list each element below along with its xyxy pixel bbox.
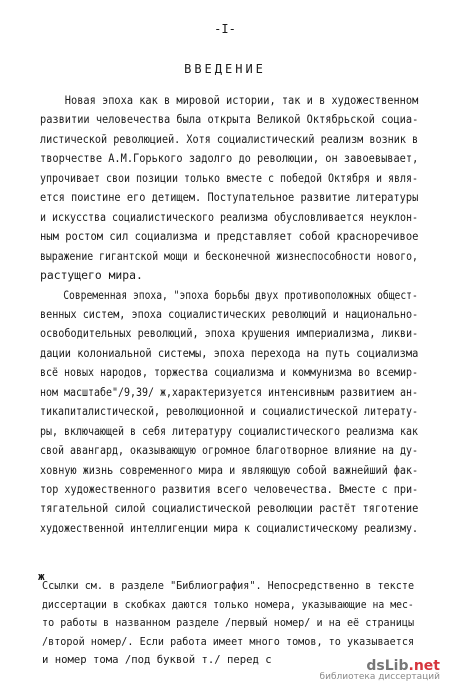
body-line: листической революцией. Хотя социалистический реализм возник в bbox=[40, 131, 419, 146]
body-line: и искусства социалистического реализма обусловливается неуклон- bbox=[40, 209, 419, 224]
footnote-line: и номер тома /под буквой т./ перед с bbox=[42, 654, 272, 666]
body-line: тягательной силой социалистической революции растёт тяготение bbox=[40, 501, 419, 516]
body-line: венных систем, эпоха социалистических революций и национально- bbox=[40, 306, 419, 321]
body-line: творчестве А.М.Горького задолго до революции, он завоевывает, bbox=[40, 151, 419, 166]
body-line: всё новых народов, торжества социализма и коммунизма во всемир- bbox=[40, 365, 419, 380]
body-line: художественной интеллигенции мира к социалистическому реализму. bbox=[40, 520, 419, 535]
watermark-brand-main: dsLib bbox=[366, 658, 409, 674]
body-line: ется поистине его детищем. Поступательное развитие литературы bbox=[40, 190, 419, 205]
body-line: дации колониальной системы, эпоха перехода на путь социализма bbox=[40, 345, 419, 360]
page-number: -I- bbox=[214, 22, 236, 36]
footnote-marker: ж bbox=[38, 570, 45, 583]
footnote-line: то работы в названном разделе /первый номер/ и на её страницы bbox=[42, 617, 415, 629]
body-line: Современная эпоха, "эпоха борьбы двух противоположных общест- bbox=[40, 287, 418, 302]
body-line: ховную жизнь современного мира и являющую собой важнейший фак- bbox=[40, 462, 419, 477]
footnote-line: Ссылки см. в разделе "Библиография". Непосредственно в тексте bbox=[42, 580, 415, 592]
body-line: ным ростом сил социализма и представляет собой красноречивое bbox=[40, 229, 419, 244]
watermark-logo[interactable] bbox=[320, 658, 440, 682]
body-line: развитии человечества была открыта Великой Октябрьской социа- bbox=[40, 112, 419, 127]
body-line: упрочивает свои позиции только вместе с победой Октября и явля- bbox=[40, 170, 419, 185]
watermark-subtitle: библиотека диссертаций bbox=[319, 672, 440, 682]
watermark-brand-tld: .net bbox=[408, 658, 440, 674]
body-line: Новая эпоха как в мировой истории, так и в художественном bbox=[40, 93, 419, 107]
body-line: растущего мира. bbox=[40, 268, 143, 283]
footnote-line: /второй номер/. Если работа имеет много томов, то указывается bbox=[42, 635, 415, 648]
body-line: ном масштабе"/9,39/ ж,характеризуется интенсивным развитием ан- bbox=[40, 384, 419, 399]
body-line: тикапиталистической, революционной и социалистической литерату- bbox=[40, 404, 419, 419]
footnote-line: диссертации в скобках даются только номера, указывающие на мес- bbox=[42, 598, 414, 611]
body-line: освободительных революций, эпоха крушения империализма, ликви- bbox=[40, 326, 419, 341]
body-line: выражение гигантской мощи и бесконечной жизнеспособности нового, bbox=[40, 248, 418, 263]
body-line: тор художественного развития всего человечества. Вместе с при- bbox=[40, 482, 419, 496]
body-line: свой авангард, оказывающую огромное благотворное влияние на ду- bbox=[40, 443, 419, 458]
body-line: ры, включающей в себя литературу социалистического реализма как bbox=[40, 423, 419, 438]
section-heading: ВВЕДЕНИЕ bbox=[184, 62, 266, 76]
